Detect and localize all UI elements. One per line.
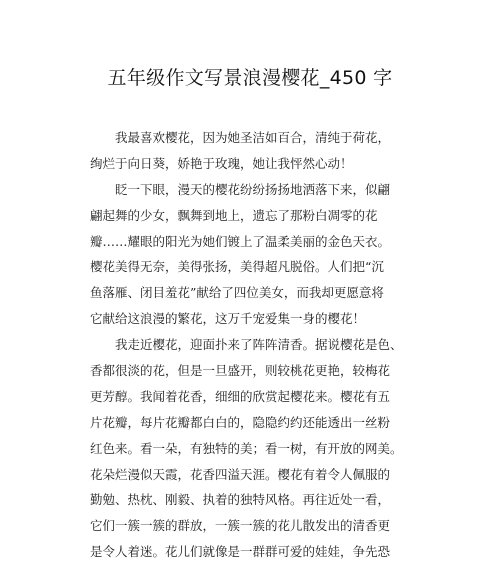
paragraph-line: 红色来。看一朵，有独特的美；看一树，有开放的网美。 xyxy=(90,440,403,456)
paragraph-line: 花朵烂漫似天霞，花香四溢天涯。樱花有着令人佩服的 xyxy=(90,466,391,482)
paragraph-line: 瓣……耀眼的阳光为她们镀上了温柔美丽的金色天衣。 xyxy=(90,233,391,249)
paragraph-line: 它们一簇一簇的群放，一簇一簇的花儿散发出的清香更 xyxy=(90,518,391,534)
paragraph-line: 片花瓣，每片花瓣都白白的，隐隐约约还能透出一丝粉 xyxy=(90,414,391,430)
paragraph-line: 香都很淡的花，但是一旦盛开，则较桃花更艳，较梅花 xyxy=(90,363,391,379)
paragraph-line: 我走近樱花，迎面扑来了阵阵清香。据说樱花是色、 xyxy=(90,337,403,353)
document-body xyxy=(90,125,420,565)
paragraph-line: 樱花美得无奈，美得张扬，美得超凡脱俗。人们把“沉 xyxy=(90,259,384,275)
paragraph-line: 鱼落雁、闭目羞花”献给了四位美女，而我却更愿意将 xyxy=(90,285,384,301)
paragraph-line: 翩起舞的少女，飘舞到地上，遗忘了那粉白凋零的花 xyxy=(90,207,378,223)
paragraph-line: 是令人着迷。花儿们就像是一群群可爱的娃娃，争先恐 xyxy=(90,544,391,560)
paragraph-line: 眨一下眼，漫天的樱花纷纷扬扬地洒落下来，似翩 xyxy=(90,181,391,197)
paragraph-line: 我最喜欢樱花，因为她圣洁如百合，清纯于荷花， xyxy=(90,130,391,145)
paragraph-line: 勤勉、热枕、刚毅、执着的独特风格。再往近处一看， xyxy=(90,492,391,508)
document-title: 五年级作文写景浪漫樱花_450 字 xyxy=(107,67,393,89)
paragraph-line: 绚烂于向日葵，娇艳于玫瑰，她让我怦然心动！ xyxy=(90,155,353,171)
paragraph-line: 它献给这浪漫的繁花，这万千宠爱集一身的樱花！ xyxy=(90,311,366,327)
paragraph-line: 更芳醇。我闻着花香，细细的欣赏起樱花来。樱花有五 xyxy=(90,388,391,404)
